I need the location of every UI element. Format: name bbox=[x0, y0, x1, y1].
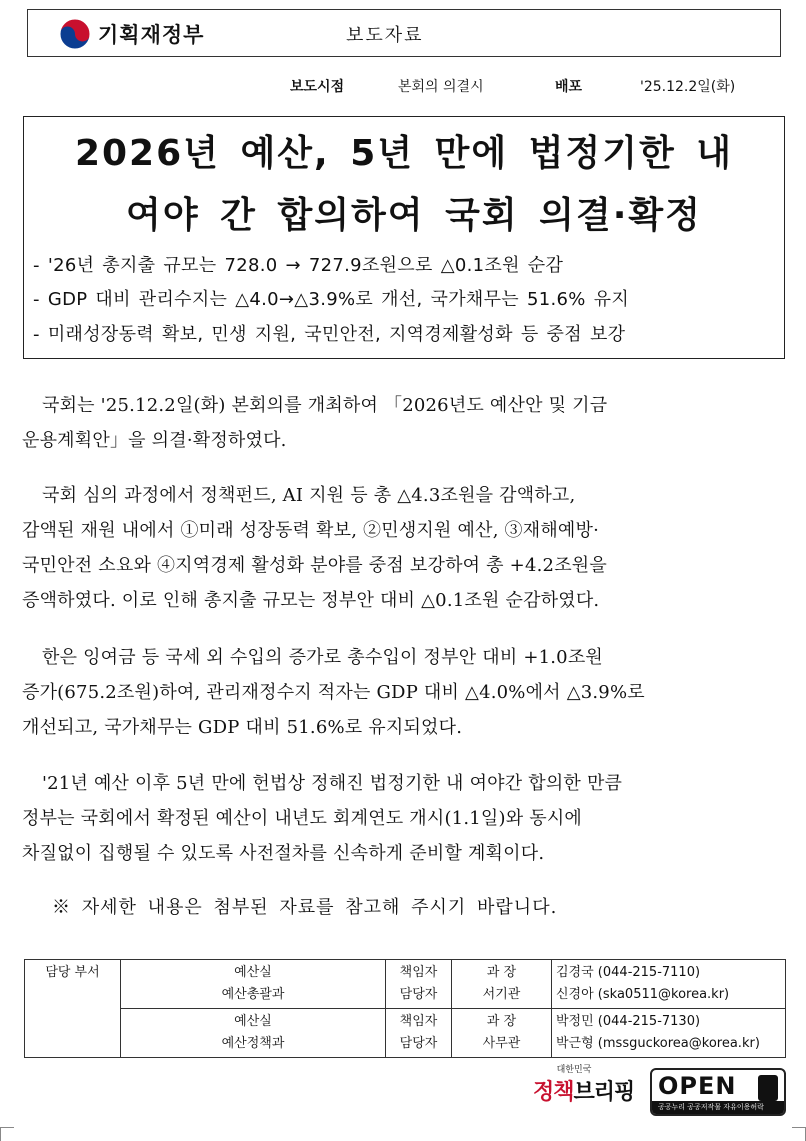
contact-person: 김경국 (044-215-7110) bbox=[556, 965, 701, 980]
brand-title-accent: 정책 bbox=[533, 1080, 574, 1105]
distribution-date: '25.12.2일(화) bbox=[640, 79, 736, 95]
release-time-label: 보도시점 bbox=[290, 79, 345, 95]
reference-note: ※ 자세한 내용은 첨부된 자료를 참고해 주시기 바랍니다. bbox=[52, 897, 558, 918]
crop-mark bbox=[0, 1127, 14, 1141]
paragraph-line: 한은 잉여금 등 국세 외 수입의 증가로 총수입이 정부안 대비 +1.0조원 bbox=[42, 647, 604, 668]
role-label: 담당자 bbox=[399, 987, 438, 1002]
table-row bbox=[25, 960, 786, 1009]
body-paragraph bbox=[22, 640, 792, 745]
rank-cell bbox=[452, 1009, 552, 1058]
kogl-open-badge bbox=[650, 1068, 786, 1116]
role-cell bbox=[386, 1009, 452, 1058]
paragraph-line: 차질없이 집행될 수 있도록 사전절차를 신속하게 준비할 계획이다. bbox=[22, 843, 545, 864]
brand-title-rest: 브리핑 bbox=[573, 1080, 635, 1105]
office-name: 예산실 bbox=[234, 1014, 272, 1029]
paragraph-line: '21년 예산 이후 5년 만에 헌법상 정해진 법정기한 내 여야간 합의한 만큼 bbox=[42, 773, 623, 794]
role-label: 담당자 bbox=[399, 1036, 438, 1051]
crop-mark bbox=[792, 1127, 806, 1141]
rank-label: 과 장 bbox=[486, 1014, 517, 1029]
brand-title bbox=[533, 1075, 634, 1106]
role-label: 책임자 bbox=[399, 1014, 438, 1029]
summary-bullet: - 미래성장동력 확보, 민생 지원, 국민안전, 지역경제활성화 등 중점 보강 bbox=[33, 324, 626, 345]
press-release-label: 보도자료 bbox=[346, 25, 424, 46]
body-paragraph bbox=[22, 766, 792, 871]
body-paragraph bbox=[22, 388, 792, 458]
role-label: 책임자 bbox=[399, 965, 438, 980]
open-license-bar: 공공누리 공공저작물 자유이용허락 bbox=[652, 1101, 784, 1114]
ministry-name: 기획재정부 bbox=[98, 23, 205, 47]
paragraph-line: 정부는 국회에서 확정된 예산이 내년도 회계연도 개시(1.1일)와 동시에 bbox=[22, 808, 582, 829]
table-row bbox=[25, 1009, 786, 1058]
release-time-value: 본회의 의결시 bbox=[398, 79, 484, 95]
department-cell bbox=[121, 1009, 386, 1058]
division-name: 예산정책과 bbox=[221, 1036, 285, 1051]
role-cell bbox=[386, 960, 452, 1009]
headline-line-1: 2026년 예산, 5년 만에 법정기한 내 bbox=[74, 133, 734, 174]
contact-table bbox=[24, 959, 786, 1058]
taegeuk-icon bbox=[58, 17, 92, 51]
contact-person: 신경아 (ska0511@korea.kr) bbox=[556, 987, 730, 1002]
paragraph-line: 국민안전 소요와 ④지역경제 활성화 분야를 중점 보강하여 총 +4.2조원을 bbox=[22, 555, 607, 576]
department-header: 담당 부서 bbox=[25, 960, 121, 1058]
summary-bullet: - GDP 대비 관리수지는 △4.0→△3.9%로 개선, 국가채무는 51.6% 유지 bbox=[33, 289, 630, 310]
paragraph-line: 증액하였다. 이로 인해 총지출 규모는 정부안 대비 △0.1조원 순감하였다. bbox=[22, 590, 600, 611]
ministry-logo bbox=[58, 17, 204, 51]
division-name: 예산총괄과 bbox=[221, 987, 285, 1002]
paragraph-line: 개선되고, 국가채무는 GDP 대비 51.6%로 유지되었다. bbox=[22, 717, 463, 738]
paragraph-line: 국회 심의 과정에서 정책펀드, AI 지원 등 총 △4.3조원을 감액하고, bbox=[42, 485, 576, 506]
person-cell bbox=[552, 960, 786, 1009]
rank-label: 사무관 bbox=[482, 1036, 521, 1051]
open-label: OPEN bbox=[658, 1072, 737, 1100]
brand-subtitle: 대한민국 bbox=[556, 1065, 592, 1075]
department-cell bbox=[121, 960, 386, 1009]
paragraph-line: 운용계획안」을 의결·확정하였다. bbox=[22, 430, 287, 451]
paragraph-line: 국회는 '25.12.2일(화) 본회의를 개최하여 「2026년도 예산안 및 기금 bbox=[42, 395, 608, 416]
person-cell bbox=[552, 1009, 786, 1058]
rank-label: 과 장 bbox=[486, 965, 517, 980]
header-box bbox=[27, 9, 781, 57]
office-name: 예산실 bbox=[234, 965, 272, 980]
attribution-icon bbox=[758, 1075, 778, 1101]
policy-briefing-logo bbox=[533, 1062, 634, 1106]
rank-cell bbox=[452, 960, 552, 1009]
summary-bullet: - '26년 총지출 규모는 728.0 → 727.9조원으로 △0.1조원 순감 bbox=[33, 255, 564, 276]
distribution-label: 배포 bbox=[555, 79, 583, 95]
contact-person: 박정민 (044-215-7130) bbox=[556, 1014, 701, 1029]
contact-person: 박근형 (mssguckorea@korea.kr) bbox=[556, 1036, 760, 1051]
paragraph-line: 감액된 재원 내에서 ①미래 성장동력 확보, ②민생지원 예산, ③재해예방· bbox=[22, 520, 600, 541]
body-paragraph bbox=[22, 478, 792, 618]
headline-line-2: 여야 간 합의하여 국회 의결·확정 bbox=[126, 195, 702, 236]
rank-label: 서기관 bbox=[482, 987, 521, 1002]
paragraph-line: 증가(675.2조원)하여, 관리재정수지 적자는 GDP 대비 △4.0%에서 △3.9%로 bbox=[22, 682, 645, 703]
headline-box bbox=[23, 116, 785, 359]
